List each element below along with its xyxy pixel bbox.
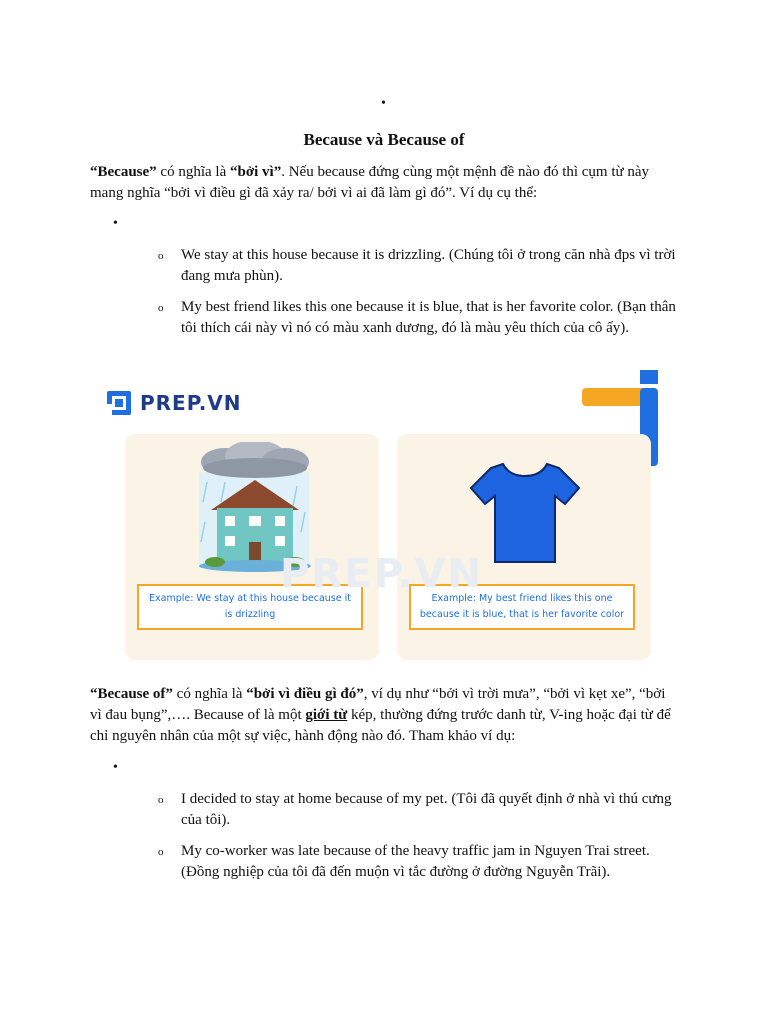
para-text: , ví dụ như “bởi vì trời mưa”, “bởi vì kẹt xe”, “bởi vì đau bụng”,…. Because of là một — [90, 686, 666, 723]
list-item: I decided to stay at home because of my pet. (Tôi đã quyết định ở nhà vì thú cưng của tôi). — [181, 791, 672, 828]
list-bullet: • — [113, 760, 118, 775]
list-bullet: • — [113, 216, 118, 231]
meaning-because: “bởi vì” — [229, 164, 282, 180]
term-because: “Because” — [90, 164, 157, 180]
watermark: PREP.VN — [280, 551, 484, 597]
caption-left: Example: We stay at this house because it is drizzling — [137, 584, 363, 630]
para-text: có nghĩa là — [156, 164, 230, 180]
logo-text: PREP.VN — [140, 391, 242, 415]
example-card-left — [125, 434, 379, 660]
list-item: My best friend likes this one because it is blue, that is her favorite color. (Bạn thân tôi thích cái này vì nó có màu xanh dương, đó là màu yêu thích của cô ấy). — [181, 299, 676, 336]
sub-bullet: o — [158, 794, 164, 806]
para-text: . Nếu because đứng cùng một mệnh đề nào đó thì cụm từ này mang nghĩa “bởi vì điều gì đã xảy ra/ bởi vì ai đã làm gì đó”. Ví dụ cụ thể: — [90, 164, 650, 201]
sub-bullet: o — [158, 250, 164, 262]
top-bullet-mark: • — [381, 96, 386, 111]
para-text: có nghĩa là — [172, 686, 247, 702]
para-text: kép, thường đứng trước danh từ, V-ing hoặc đại từ để chỉ nguyên nhân của một sự việc, hành động nào đó. Tham khảo ví dụ: — [90, 707, 671, 744]
preposition-link[interactable]: giới từ — [305, 707, 348, 723]
meaning-because-of: “bởi vì điều gì đó” — [246, 686, 364, 702]
term-because-of: “Because of” — [90, 686, 173, 702]
prep-logo-icon — [106, 390, 134, 416]
list-item: My co-worker was late because of the heavy traffic jam in Nguyen Trai street. (Đồng nghiệp của tôi đã đến muộn vì tắc đường ở đường Nguyễn Trãi). — [181, 843, 650, 880]
sub-bullet: o — [158, 846, 164, 858]
page-title: Because và Because of — [303, 130, 465, 149]
paragraph-because — [90, 162, 675, 204]
caption-right: Example: My best friend likes this one because it is blue, that is her favorite color — [409, 584, 635, 630]
example-card-right — [397, 434, 651, 660]
sub-bullet: o — [158, 302, 164, 314]
list-item: We stay at this house because it is drizzling. (Chúng tôi ở trong căn nhà đps vì trời đang mưa phùn). — [181, 247, 676, 284]
prep-logo — [106, 390, 242, 416]
example-illustration — [90, 368, 680, 668]
blue-tshirt-icon — [469, 456, 581, 568]
paragraph-because-of — [90, 684, 675, 747]
